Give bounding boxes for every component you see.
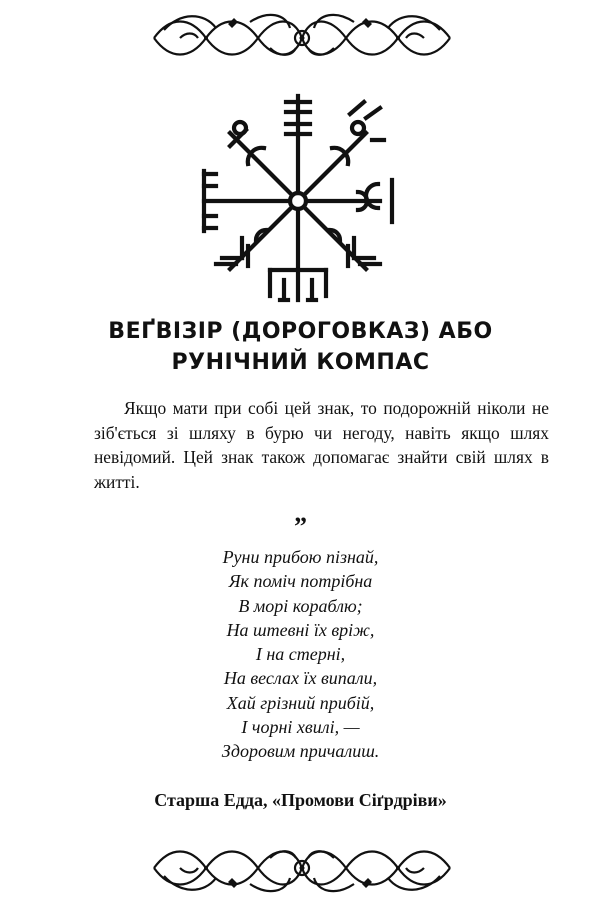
poem-line: На штевні їх вріж, bbox=[226, 619, 375, 640]
title-line-2: РУНІЧНИЙ КОМПАС bbox=[171, 350, 430, 375]
poem-line: В морі кораблю; bbox=[238, 595, 363, 616]
title-line-1: ВЕҐВІЗІР (ДОРОГОВКАЗ) АБО bbox=[108, 319, 493, 344]
paragraph-text: Якщо мати при собі цей знак, то подорожній ніколи не зіб'ється зі шляху в бурю чи негоду, навіть якщо шлях невідомий. Цей знак також допомагає знайти свій шлях в житті. bbox=[94, 398, 549, 492]
poem-line: Здоровим причалиш. bbox=[221, 741, 380, 762]
poem bbox=[0, 545, 601, 764]
poem-line: І на стерні, bbox=[255, 644, 346, 665]
page-title bbox=[0, 316, 601, 378]
poem-line: На веслах їх випали, bbox=[223, 668, 378, 689]
bottom-knotwork-ornament bbox=[150, 840, 454, 898]
knotwork-border-icon bbox=[150, 8, 454, 66]
poem-source: Старша Едда, «Промови Сіґрдріви» bbox=[154, 790, 447, 810]
vegvisir-icon bbox=[182, 88, 418, 310]
top-knotwork-ornament bbox=[150, 8, 454, 66]
poem-line: Як поміч потрібна bbox=[228, 571, 373, 592]
poem-line: І чорні хвилі, — bbox=[241, 717, 360, 738]
description-paragraph bbox=[94, 396, 549, 494]
knotwork-border-icon bbox=[150, 840, 454, 898]
vegvisir-symbol bbox=[182, 88, 418, 310]
poem-line: Руни прибою пізнай, bbox=[222, 547, 379, 567]
quote-mark: ” bbox=[294, 512, 307, 541]
poem-line: Хай грізний прибій, bbox=[226, 692, 375, 713]
